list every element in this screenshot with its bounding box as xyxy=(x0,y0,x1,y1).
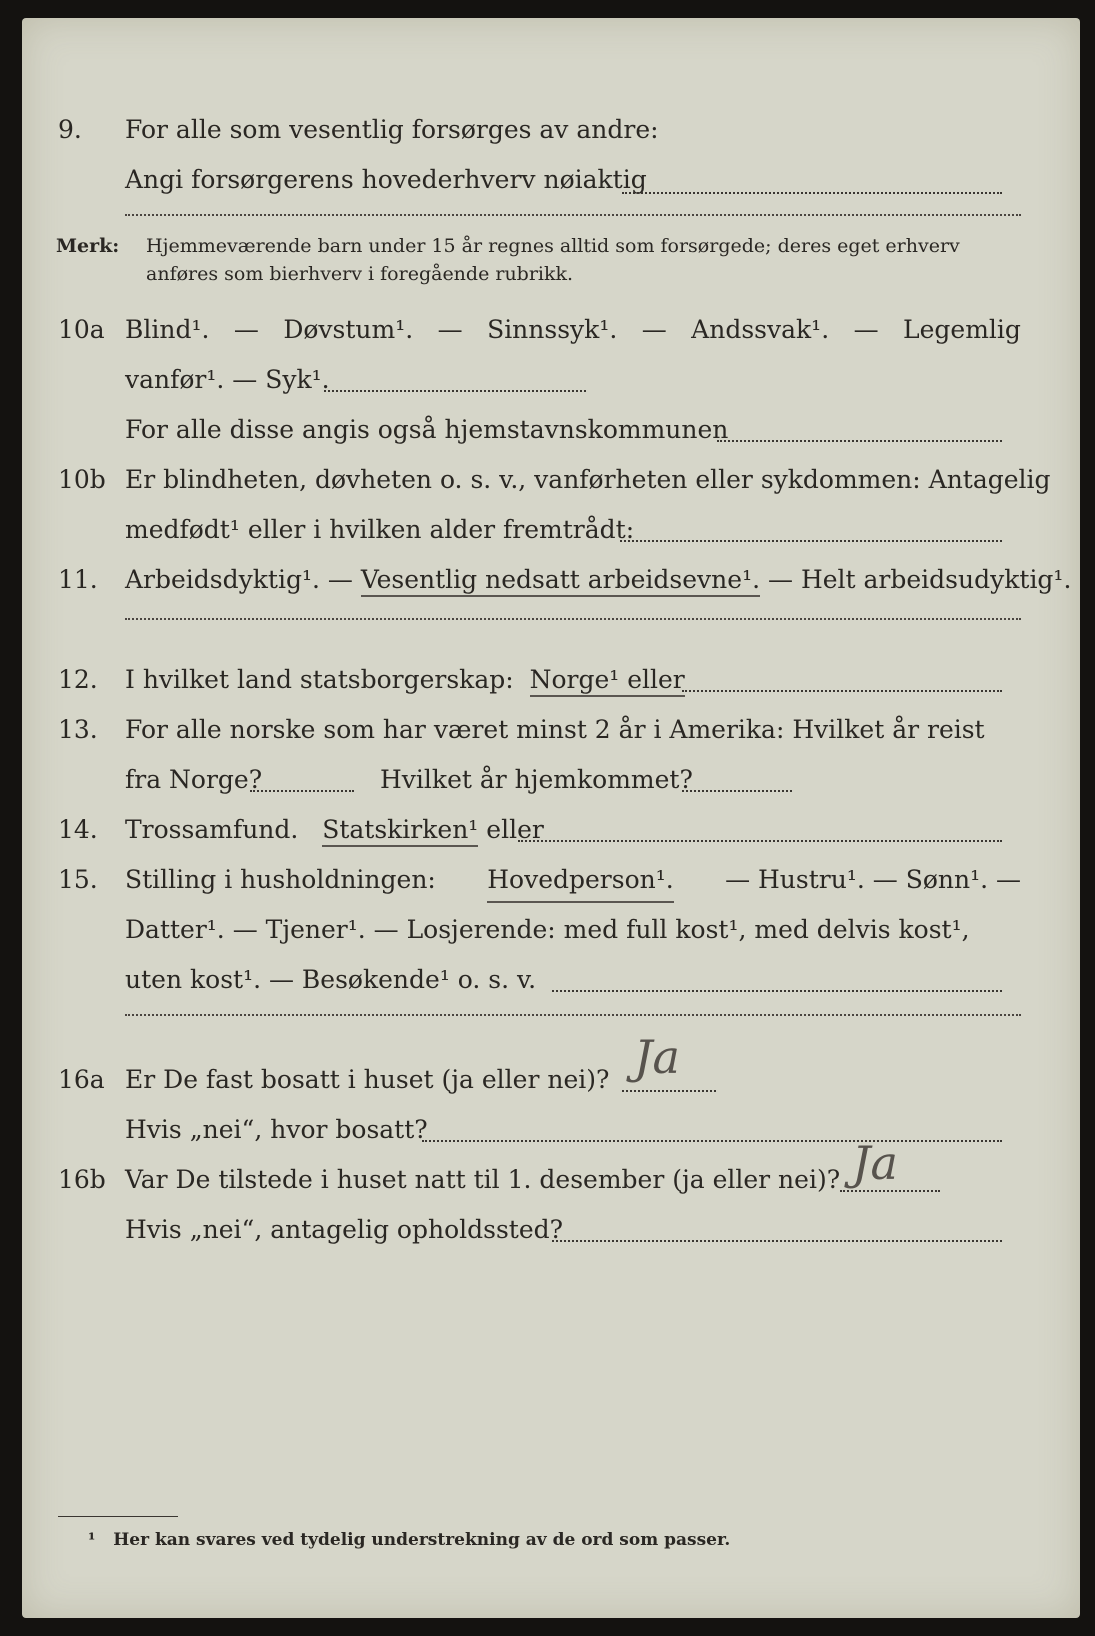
option-legemlig[interactable]: Legemlig xyxy=(903,315,1021,344)
q9-provider-occupation-label: Angi forsørgerens hovederhverv nøiaktig xyxy=(125,165,647,194)
merk-line1: Hjemmeværende barn under 15 år regnes alltid som forsørgede; deres eget erhverv xyxy=(146,235,960,257)
q14-text xyxy=(125,810,544,850)
q14-line xyxy=(22,810,1080,850)
q10b-line2 xyxy=(22,510,1080,550)
q15-line3-text[interactable]: uten kost¹. — Besøkende¹ o. s. v. xyxy=(125,965,537,994)
q10a-options xyxy=(125,310,1021,350)
q9-text: For alle som vesentlig forsørges av andre: xyxy=(125,115,659,144)
q13-left-norway-label: fra Norge? xyxy=(125,765,263,794)
q13-number: 13. xyxy=(58,715,98,744)
q16a-text: Er De fast bosatt i huset (ja eller nei)? xyxy=(125,1065,610,1094)
q12-text xyxy=(125,660,685,700)
option-blind[interactable]: Blind¹. xyxy=(125,315,210,344)
q15-more-options[interactable]: — Hustru¹. — Sønn¹. — xyxy=(725,865,1021,894)
q15-number: 15. xyxy=(58,865,98,894)
q15-answer-field[interactable] xyxy=(552,990,1002,992)
footnote-mark: ¹ xyxy=(88,1530,96,1550)
option-statskirken-underlined[interactable]: Statskirken¹ xyxy=(322,815,478,847)
footnote-text: Her kan svares ved tydelig understrekning av de ord som passer. xyxy=(113,1530,731,1550)
q16a-line1 xyxy=(22,1060,1080,1100)
q13-text: For alle norske som har været minst 2 år i Amerika: Hvilket år reist xyxy=(125,715,985,744)
q16b-answer-field[interactable] xyxy=(840,1190,940,1192)
q13-line1 xyxy=(22,710,1080,750)
dash: — xyxy=(641,315,667,344)
q16a-where-label: Hvis „nei“, hvor bosatt? xyxy=(125,1115,428,1144)
dash: — xyxy=(437,315,463,344)
q10a-line3 xyxy=(22,410,1080,450)
q15-line3 xyxy=(22,960,1080,1000)
q12-number: 12. xyxy=(58,665,98,694)
merk-line2: anføres som bierhverv i foregående rubrikk. xyxy=(146,263,574,285)
footnote-divider xyxy=(58,1516,178,1517)
q9-line2 xyxy=(22,160,1080,200)
option-andssvak[interactable]: Andssvak¹. xyxy=(691,315,830,344)
q10b-answer-field[interactable] xyxy=(620,540,1002,542)
q12-line xyxy=(22,660,1080,700)
q16b-text: Var De tilstede i huset natt til 1. desember (ja eller nei)? xyxy=(125,1165,841,1194)
q16a-number: 16a xyxy=(58,1065,105,1094)
dash: — xyxy=(853,315,879,344)
q10b-onset-label: medfødt¹ eller i hvilken alder fremtrådt: xyxy=(125,515,635,544)
q13-returned-label: Hvilket år hjemkommet? xyxy=(380,765,693,794)
q10a-line2 xyxy=(22,360,1080,400)
q16a-line2 xyxy=(22,1110,1080,1150)
merk-label: Merk: xyxy=(56,235,120,257)
q10a-line1 xyxy=(22,310,1080,350)
q15-line2 xyxy=(22,910,1080,950)
q14-number: 14. xyxy=(58,815,98,844)
q15-line1 xyxy=(22,860,1080,900)
option-vesentlig-nedsatt-underlined[interactable]: Vesentlig nedsatt arbeidsevne¹. xyxy=(361,565,760,597)
q14-label: Trossamfund. xyxy=(125,815,299,844)
q10a-home-municipality-label: For alle disse angis også hjemstavnskommunen xyxy=(125,415,729,444)
q10a-number: 10a xyxy=(58,315,105,344)
q9-rule xyxy=(125,214,1021,216)
option-helt-arbeidsudyktig[interactable]: — Helt arbeidsudyktig¹. xyxy=(768,565,1072,594)
q11-line xyxy=(22,560,1080,600)
q16b-handwritten-answer: Ja xyxy=(852,1136,898,1190)
option-sinnssyk[interactable]: Sinnssyk¹. xyxy=(487,315,618,344)
option-hovedperson-underlined[interactable]: Hovedperson¹. xyxy=(487,860,673,903)
q9-number: 9. xyxy=(58,115,82,144)
q12-label: I hvilket land statsborgerskap: xyxy=(125,665,514,694)
q11-options xyxy=(125,560,1071,600)
q15-label: Stilling i husholdningen: xyxy=(125,865,436,894)
q9-line1 xyxy=(22,110,1080,150)
q16b-line2 xyxy=(22,1210,1080,1250)
dash: — xyxy=(233,315,259,344)
q9-answer-field[interactable] xyxy=(622,192,1002,194)
q14-answer-field[interactable] xyxy=(518,840,1002,842)
q15-rule xyxy=(125,1014,1021,1016)
q16b-whereabouts-field[interactable] xyxy=(552,1240,1002,1242)
q10a-answer-field[interactable] xyxy=(324,390,586,392)
census-form-page xyxy=(22,18,1080,1618)
footnote xyxy=(88,1530,730,1550)
q16b-number: 16b xyxy=(58,1165,106,1194)
q11-rule xyxy=(125,618,1021,620)
q10a-municipality-field[interactable] xyxy=(717,440,1002,442)
option-arbeidsdyktig[interactable]: Arbeidsdyktig¹. — xyxy=(125,565,353,594)
q16a-where-field[interactable] xyxy=(422,1140,1002,1142)
q16a-answer-field[interactable] xyxy=(622,1090,716,1092)
q16b-whereabouts-label: Hvis „nei“, antagelig opholdssted? xyxy=(125,1215,564,1244)
q15-line2-text[interactable]: Datter¹. — Tjener¹. — Losjerende: med full kost¹, med delvis kost¹, xyxy=(125,915,970,944)
q12-answer-field[interactable] xyxy=(682,690,1002,692)
q13-line2 xyxy=(22,760,1080,800)
q11-number: 11. xyxy=(58,565,98,594)
option-norge-underlined[interactable]: Norge¹ eller xyxy=(530,665,685,697)
q10b-number: 10b xyxy=(58,465,106,494)
q16b-line1 xyxy=(22,1160,1080,1200)
q15-options xyxy=(125,860,1021,903)
option-dovstum[interactable]: Døvstum¹. xyxy=(283,315,414,344)
q13-return-year-field[interactable] xyxy=(682,790,792,792)
q16a-handwritten-answer: Ja xyxy=(634,1030,680,1084)
q10b-text: Er blindheten, døvheten o. s. v., vanførheten eller sykdommen: Antagelig xyxy=(125,465,1051,494)
q10a-vanfor-syk[interactable]: vanfør¹. — Syk¹. xyxy=(125,365,330,394)
q10b-line1 xyxy=(22,460,1080,500)
q13-left-year-field[interactable] xyxy=(250,790,354,792)
option-eller[interactable]: eller xyxy=(486,815,544,844)
